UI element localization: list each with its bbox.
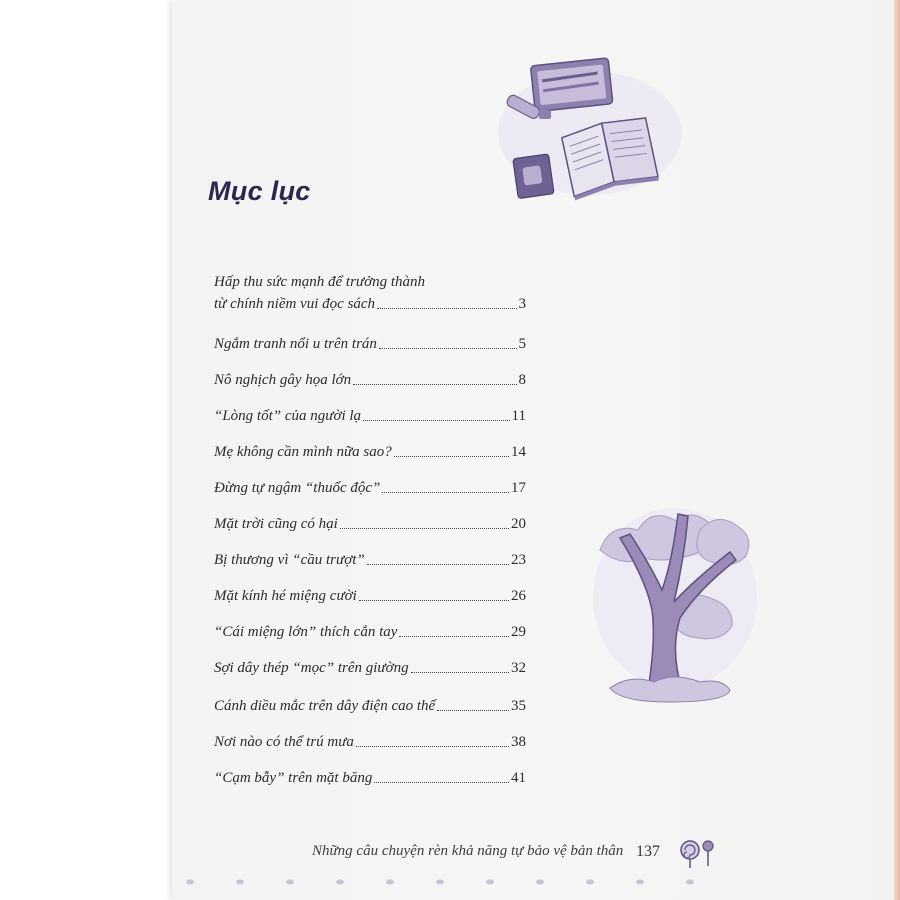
toc-entry-page: 5 <box>518 336 526 352</box>
toc-leader-dots <box>411 671 509 673</box>
toc-entry-page: 8 <box>518 372 526 388</box>
tree-illustration-icon <box>590 490 760 705</box>
toc-entry-page: 20 <box>511 516 526 532</box>
toc-leader-dots <box>399 635 509 637</box>
toc-entry <box>214 480 526 497</box>
toc-leader-dots <box>363 419 510 421</box>
toc-leader-dots <box>359 599 509 601</box>
toc-leader-dots <box>367 563 509 565</box>
toc-entry-page: 29 <box>511 624 526 640</box>
toc-entry <box>214 734 526 751</box>
toc-leader-dots <box>374 781 509 783</box>
toc-entry <box>214 624 526 641</box>
toc-entry-page: 14 <box>511 444 526 460</box>
toc-entry <box>214 296 526 313</box>
toc-leader-dots <box>356 745 509 747</box>
toc-entry-page: 38 <box>511 734 526 750</box>
toc-entry <box>214 552 526 569</box>
toc-entry <box>214 660 526 677</box>
toc-leader-dots <box>382 491 509 493</box>
toc-leader-dots <box>394 455 509 457</box>
toc-entry-title: Ngắm tranh nổi u trên trán <box>214 336 377 352</box>
toc-entry-title: Mặt trời cũng có hại <box>214 516 338 532</box>
toc-leader-dots <box>437 709 509 711</box>
toc-leader-dots <box>379 347 517 349</box>
toc-entry <box>214 770 526 787</box>
toc-entry <box>214 336 526 353</box>
toc-leader-dots <box>340 527 509 529</box>
toc-entry-page: 32 <box>511 660 526 676</box>
running-footer: Những câu chuyện rèn khả năng tự bảo vệ bản thân <box>312 843 624 859</box>
page-title: Mục lục <box>208 176 311 206</box>
toc-entry-title: “Cái miệng lớn” thích cắn tay <box>214 624 398 640</box>
leaf-border-icon <box>180 876 740 888</box>
stationery-illustration-icon <box>495 48 685 208</box>
toc-entry-title: từ chính niềm vui đọc sách <box>214 296 376 312</box>
toc-entry-page: 41 <box>511 770 526 786</box>
toc-entry-page: 35 <box>511 698 526 714</box>
toc-entry-page: 11 <box>511 408 526 424</box>
toc-entry-title: “Lòng tốt” của người lạ <box>214 408 362 424</box>
toc-entry-title: Nô nghịch gây họa lớn <box>214 372 352 388</box>
toc-entry-title: Sợi dây thép “mọc” trên giường <box>214 660 409 676</box>
toc-entry <box>214 408 526 425</box>
toc-entry-title: Nơi nào có thể trú mưa <box>214 734 354 750</box>
toc-entry-title: Cánh diều mắc trên dây điện cao thế <box>214 698 436 714</box>
toc-entry <box>214 444 526 461</box>
toc-entry-title: Mặt kính hé miệng cười <box>214 588 357 604</box>
lollipop-icon <box>678 836 718 868</box>
toc-entry <box>214 516 526 533</box>
toc-entry-title: Bị thương vì “cầu trượt” <box>214 552 365 568</box>
toc-entry-title: “Cạm bẫy” trên mặt băng <box>214 770 373 786</box>
toc-leader-dots <box>377 307 516 309</box>
toc-entry <box>214 698 526 715</box>
page-number: 137 <box>636 843 660 860</box>
page-edge <box>894 0 900 900</box>
toc-entry-line1: Hấp thu sức mạnh để trưởng thành <box>214 274 426 290</box>
toc-entry-title: Mẹ không cần mình nữa sao? <box>214 444 392 460</box>
toc-entry <box>214 372 526 389</box>
toc-entry <box>214 588 526 605</box>
toc-entry-page: 23 <box>511 552 526 568</box>
toc-entry-page: 17 <box>511 480 526 496</box>
toc-leader-dots <box>353 383 516 385</box>
toc-entry-page: 26 <box>511 588 526 604</box>
toc-entry-title: Đừng tự ngậm “thuốc độc” <box>214 480 381 496</box>
toc-entry-page: 3 <box>518 296 526 312</box>
